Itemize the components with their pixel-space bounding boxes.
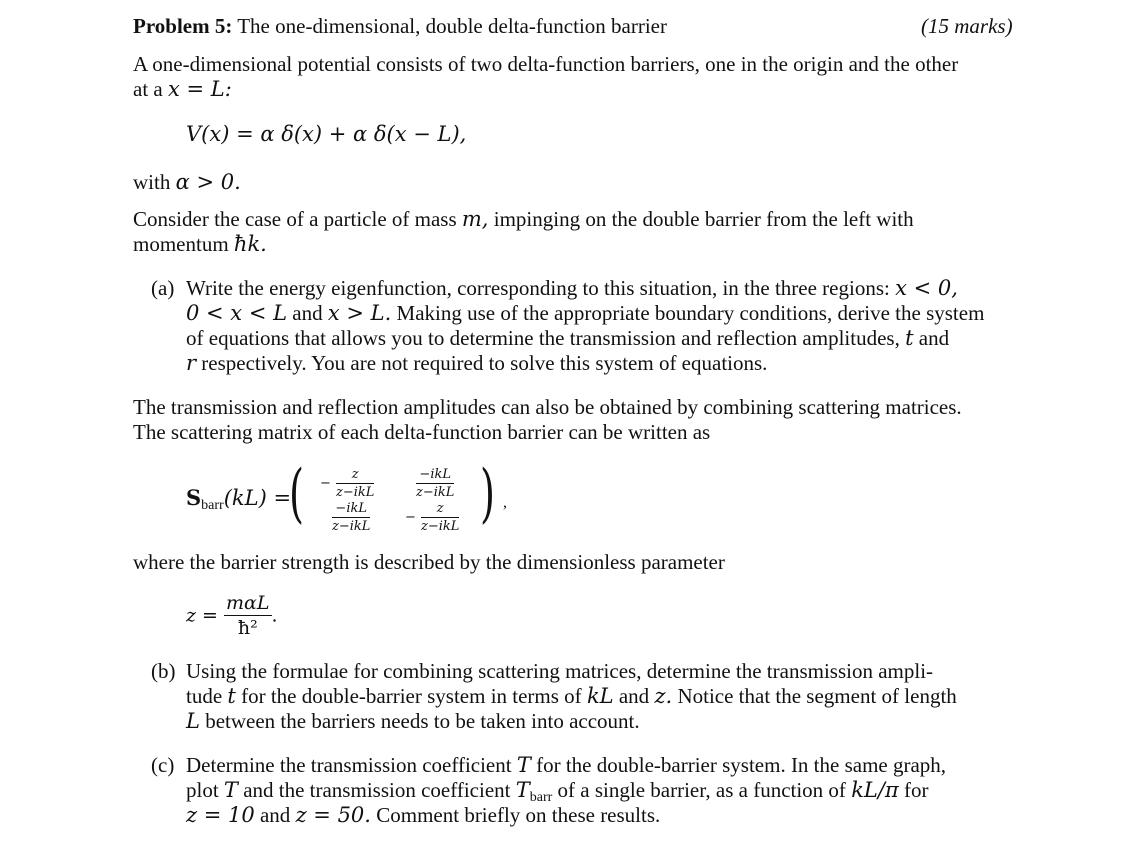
part-c-line-2-a: plot <box>186 778 219 802</box>
part-b-line-2 <box>186 683 957 709</box>
matrix-22-num: z <box>421 501 459 518</box>
matrix-22-den: z−ikL <box>421 519 460 534</box>
strength-period: . <box>271 604 278 627</box>
strength-den: ħ² <box>237 617 258 639</box>
matrix-left-paren: ( <box>289 457 304 531</box>
matrix-trailing-comma: , <box>503 494 507 511</box>
part-a-label: (a) <box>151 276 175 300</box>
part-c-T-2: T <box>223 778 238 802</box>
part-b-line-2-d: Notice that the segment of length <box>677 684 957 708</box>
matrix-21-frac <box>332 501 370 534</box>
part-c-line-2-b: and the transmission coefficient <box>243 778 511 802</box>
part-a-line-2 <box>186 300 984 326</box>
part-a-region-1: x < 0, <box>895 276 958 300</box>
part-c-line-2-c: of a single barrier, as a function of <box>557 778 846 802</box>
problem-marks: (15 marks) <box>921 14 1013 38</box>
matrix-12-den: z−ikL <box>416 485 455 500</box>
part-a-r: r <box>186 351 197 375</box>
part-c-z50: z = 50. <box>295 803 371 827</box>
part-c-Tbarr: T <box>515 778 530 802</box>
matrix-12-frac <box>416 467 454 500</box>
intro-line-1: A one-dimensional potential consists of two delta-function barriers, one in the origin and the other <box>133 52 959 76</box>
part-a-line-2-a: and <box>292 301 323 325</box>
part-c-line-1-b: for the double-barrier system. In the same graph, <box>536 753 947 777</box>
part-a-t: t <box>905 326 914 350</box>
potential-equation: V(x) = α δ(x) + α δ(x − L), <box>186 122 467 146</box>
part-c-z10: z = 10 <box>186 803 255 827</box>
alpha-condition: α > 0. <box>175 170 241 194</box>
part-c-line-3-b: Comment briefly on these results. <box>376 803 661 827</box>
matrix-entry-21 <box>332 501 370 534</box>
matrix-entry-22 <box>405 501 459 534</box>
scattering-line-1: The transmission and reflection amplitudes can also be obtained by combining scattering matrices. <box>133 395 962 419</box>
scattering-line-2: The scattering matrix of each delta-function barrier can be written as <box>133 420 711 444</box>
problem-heading <box>133 13 667 39</box>
part-a-line-4 <box>186 350 767 376</box>
consider-line-1 <box>133 206 914 232</box>
matrix-21-num: −ikL <box>332 501 370 518</box>
part-a-region-2: 0 < x < L <box>186 301 288 325</box>
part-b-line-3 <box>186 708 640 734</box>
consider-line-2-a: momentum <box>133 232 229 256</box>
consider-line-1-a: Consider the case of a particle of mass <box>133 207 457 231</box>
part-b-line-1: Using the formulae for combining scattering matrices, determine the transmission ampli- <box>186 659 934 683</box>
matrix-entry-11 <box>320 467 374 500</box>
consider-momentum: ħk. <box>233 232 267 256</box>
s-matrix-arg: (kL) = <box>223 486 292 510</box>
with-text: with <box>133 170 171 194</box>
part-b-kl: kL <box>586 684 614 708</box>
part-c-line-1 <box>186 752 946 778</box>
s-matrix-symbol: S <box>186 485 202 510</box>
matrix-11-minus: − <box>320 476 331 491</box>
strength-equation <box>186 592 278 639</box>
strength-frac <box>224 592 271 639</box>
part-a-line-2-b: Making use of the appropriate boundary conditions, derive the system <box>396 301 985 325</box>
matrix-21-den: z−ikL <box>332 519 371 534</box>
problem-title: The one-dimensional, double delta-function barrier <box>237 14 667 38</box>
part-b-L: L <box>186 709 200 733</box>
intro-line-2-math: x = L: <box>167 77 232 101</box>
consider-mass: m, <box>461 207 489 231</box>
matrix-11-den: z−ikL <box>336 485 375 500</box>
matrix-22-minus: − <box>405 510 416 525</box>
s-matrix-lhs <box>186 485 291 519</box>
part-c-line-1-a: Determine the transmission coefficient <box>186 753 512 777</box>
matrix-11-frac <box>336 467 374 500</box>
part-a-line-3 <box>186 325 949 351</box>
intro-line-2 <box>133 76 232 102</box>
matrix-12-num: −ikL <box>416 467 454 484</box>
part-a-line-1-a: Write the energy eigenfunction, corresponding to this situation, in the three regions: <box>186 276 890 300</box>
part-c-klpi: kL/π <box>851 778 899 802</box>
matrix-22-frac <box>421 501 459 534</box>
consider-line-1-b: impinging on the double barrier from the left with <box>493 207 914 231</box>
part-b-label: (b) <box>151 659 176 683</box>
matrix-right-paren: ) <box>480 457 495 531</box>
part-b-line-2-a: tude <box>186 684 223 708</box>
part-c-T: T <box>516 753 531 777</box>
with-alpha-line <box>133 169 241 195</box>
part-c-label: (c) <box>151 753 175 777</box>
part-b-line-2-b: for the double-barrier system in terms of <box>241 684 582 708</box>
matrix-11-num: z <box>336 467 374 484</box>
s-matrix-subscript: barr <box>201 498 224 513</box>
part-a-line-1 <box>186 275 958 301</box>
matrix-entry-12 <box>416 467 454 500</box>
intro-line-2-prefix: at a <box>133 77 163 101</box>
part-c-line-3 <box>186 802 660 828</box>
part-b-t: t <box>227 684 236 708</box>
part-b-line-3-a: between the barriers needs to be taken into account. <box>205 709 640 733</box>
strength-lhs: z = <box>186 604 218 627</box>
consider-line-2 <box>133 231 267 257</box>
part-a-region-3: x > L. <box>327 301 392 325</box>
strength-line: where the barrier strength is described by the dimensionless parameter <box>133 550 725 574</box>
part-c-line-2-d: for <box>904 778 929 802</box>
part-a-line-4-a: respectively. You are not required to solve this system of equations. <box>201 351 768 375</box>
problem-label-sep: : <box>225 14 233 38</box>
part-c-line-3-a: and <box>259 803 291 827</box>
part-b-z: z. <box>654 684 673 708</box>
part-a-line-3-b: and <box>918 326 950 350</box>
problem-label: Problem 5 <box>133 14 226 38</box>
part-a-line-3-a: of equations that allows you to determine the transmission and reflection amplitudes, <box>186 326 900 350</box>
part-b-line-2-c: and <box>618 684 650 708</box>
part-c-Tbarr-sub: barr <box>529 790 553 805</box>
strength-num: mαL <box>226 592 270 614</box>
